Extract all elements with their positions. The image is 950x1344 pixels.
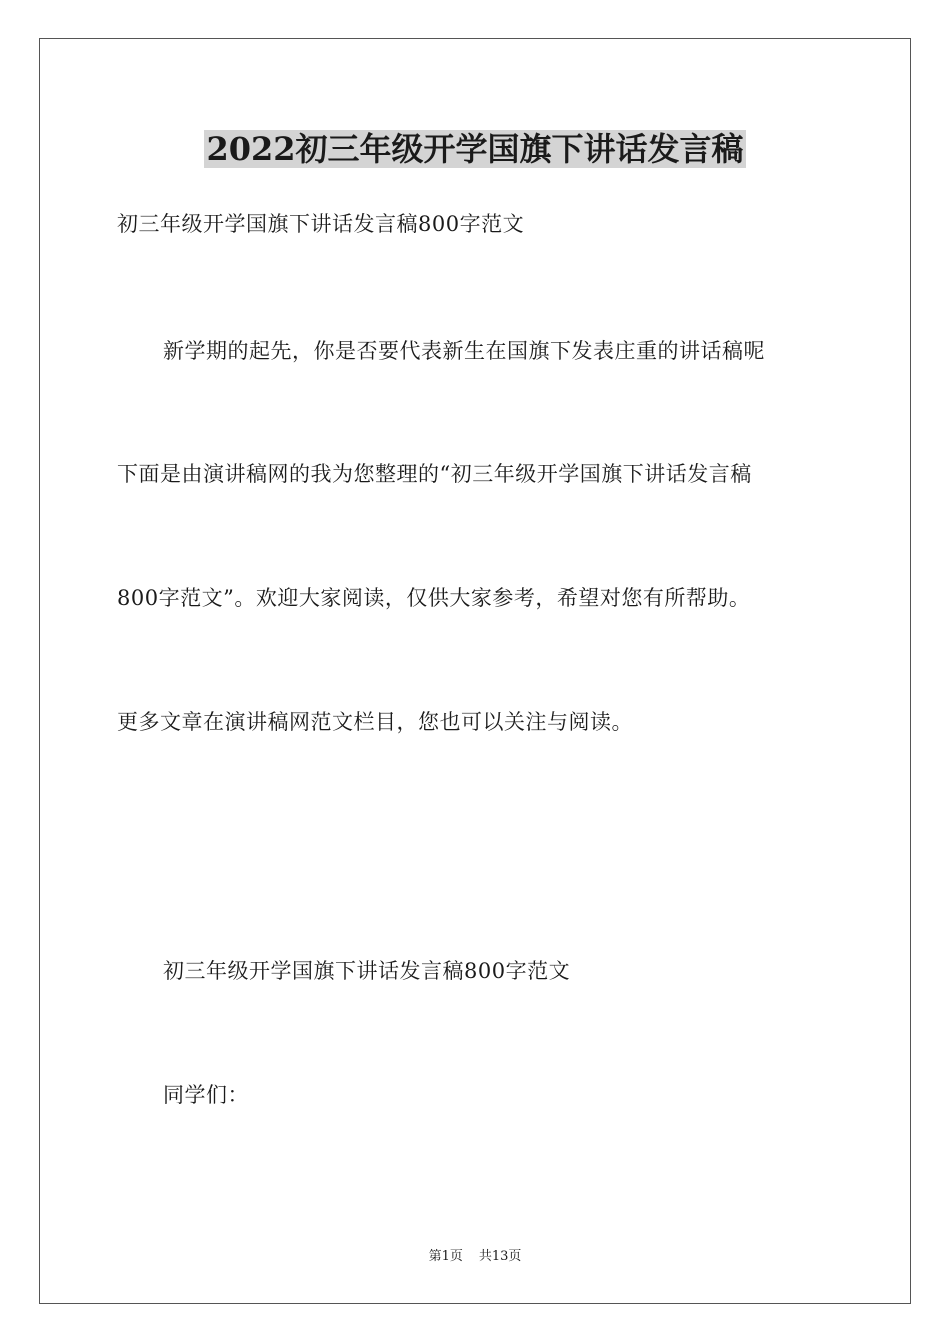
- page-total: 共13页: [478, 1249, 522, 1264]
- subtitle-line: 初三年级开学国旗下讲话发言稿800字范文: [117, 212, 525, 236]
- paragraph-line-3: 800字范文”。欢迎大家阅读，仅供大家参考，希望对您有所帮助。: [117, 586, 751, 610]
- paragraph-line-4: 更多文章在演讲稿网范文栏目，您也可以关注与阅读。: [117, 710, 633, 734]
- paragraph-line-1: 新学期的起先，你是否要代表新生在国旗下发表庄重的讲话稿呢: [163, 339, 765, 363]
- salutation: 同学们：: [163, 1083, 249, 1107]
- page-number: 第1页: [428, 1249, 463, 1264]
- section-heading: 初三年级开学国旗下讲话发言稿800字范文: [163, 959, 571, 983]
- document-title-text: 2022初三年级开学国旗下讲话发言稿: [206, 130, 744, 168]
- page-footer: [0, 1248, 950, 1266]
- document-title: [0, 128, 950, 170]
- paragraph-line-2: 下面是由演讲稿网的我为您整理的“初三年级开学国旗下讲话发言稿: [117, 462, 752, 486]
